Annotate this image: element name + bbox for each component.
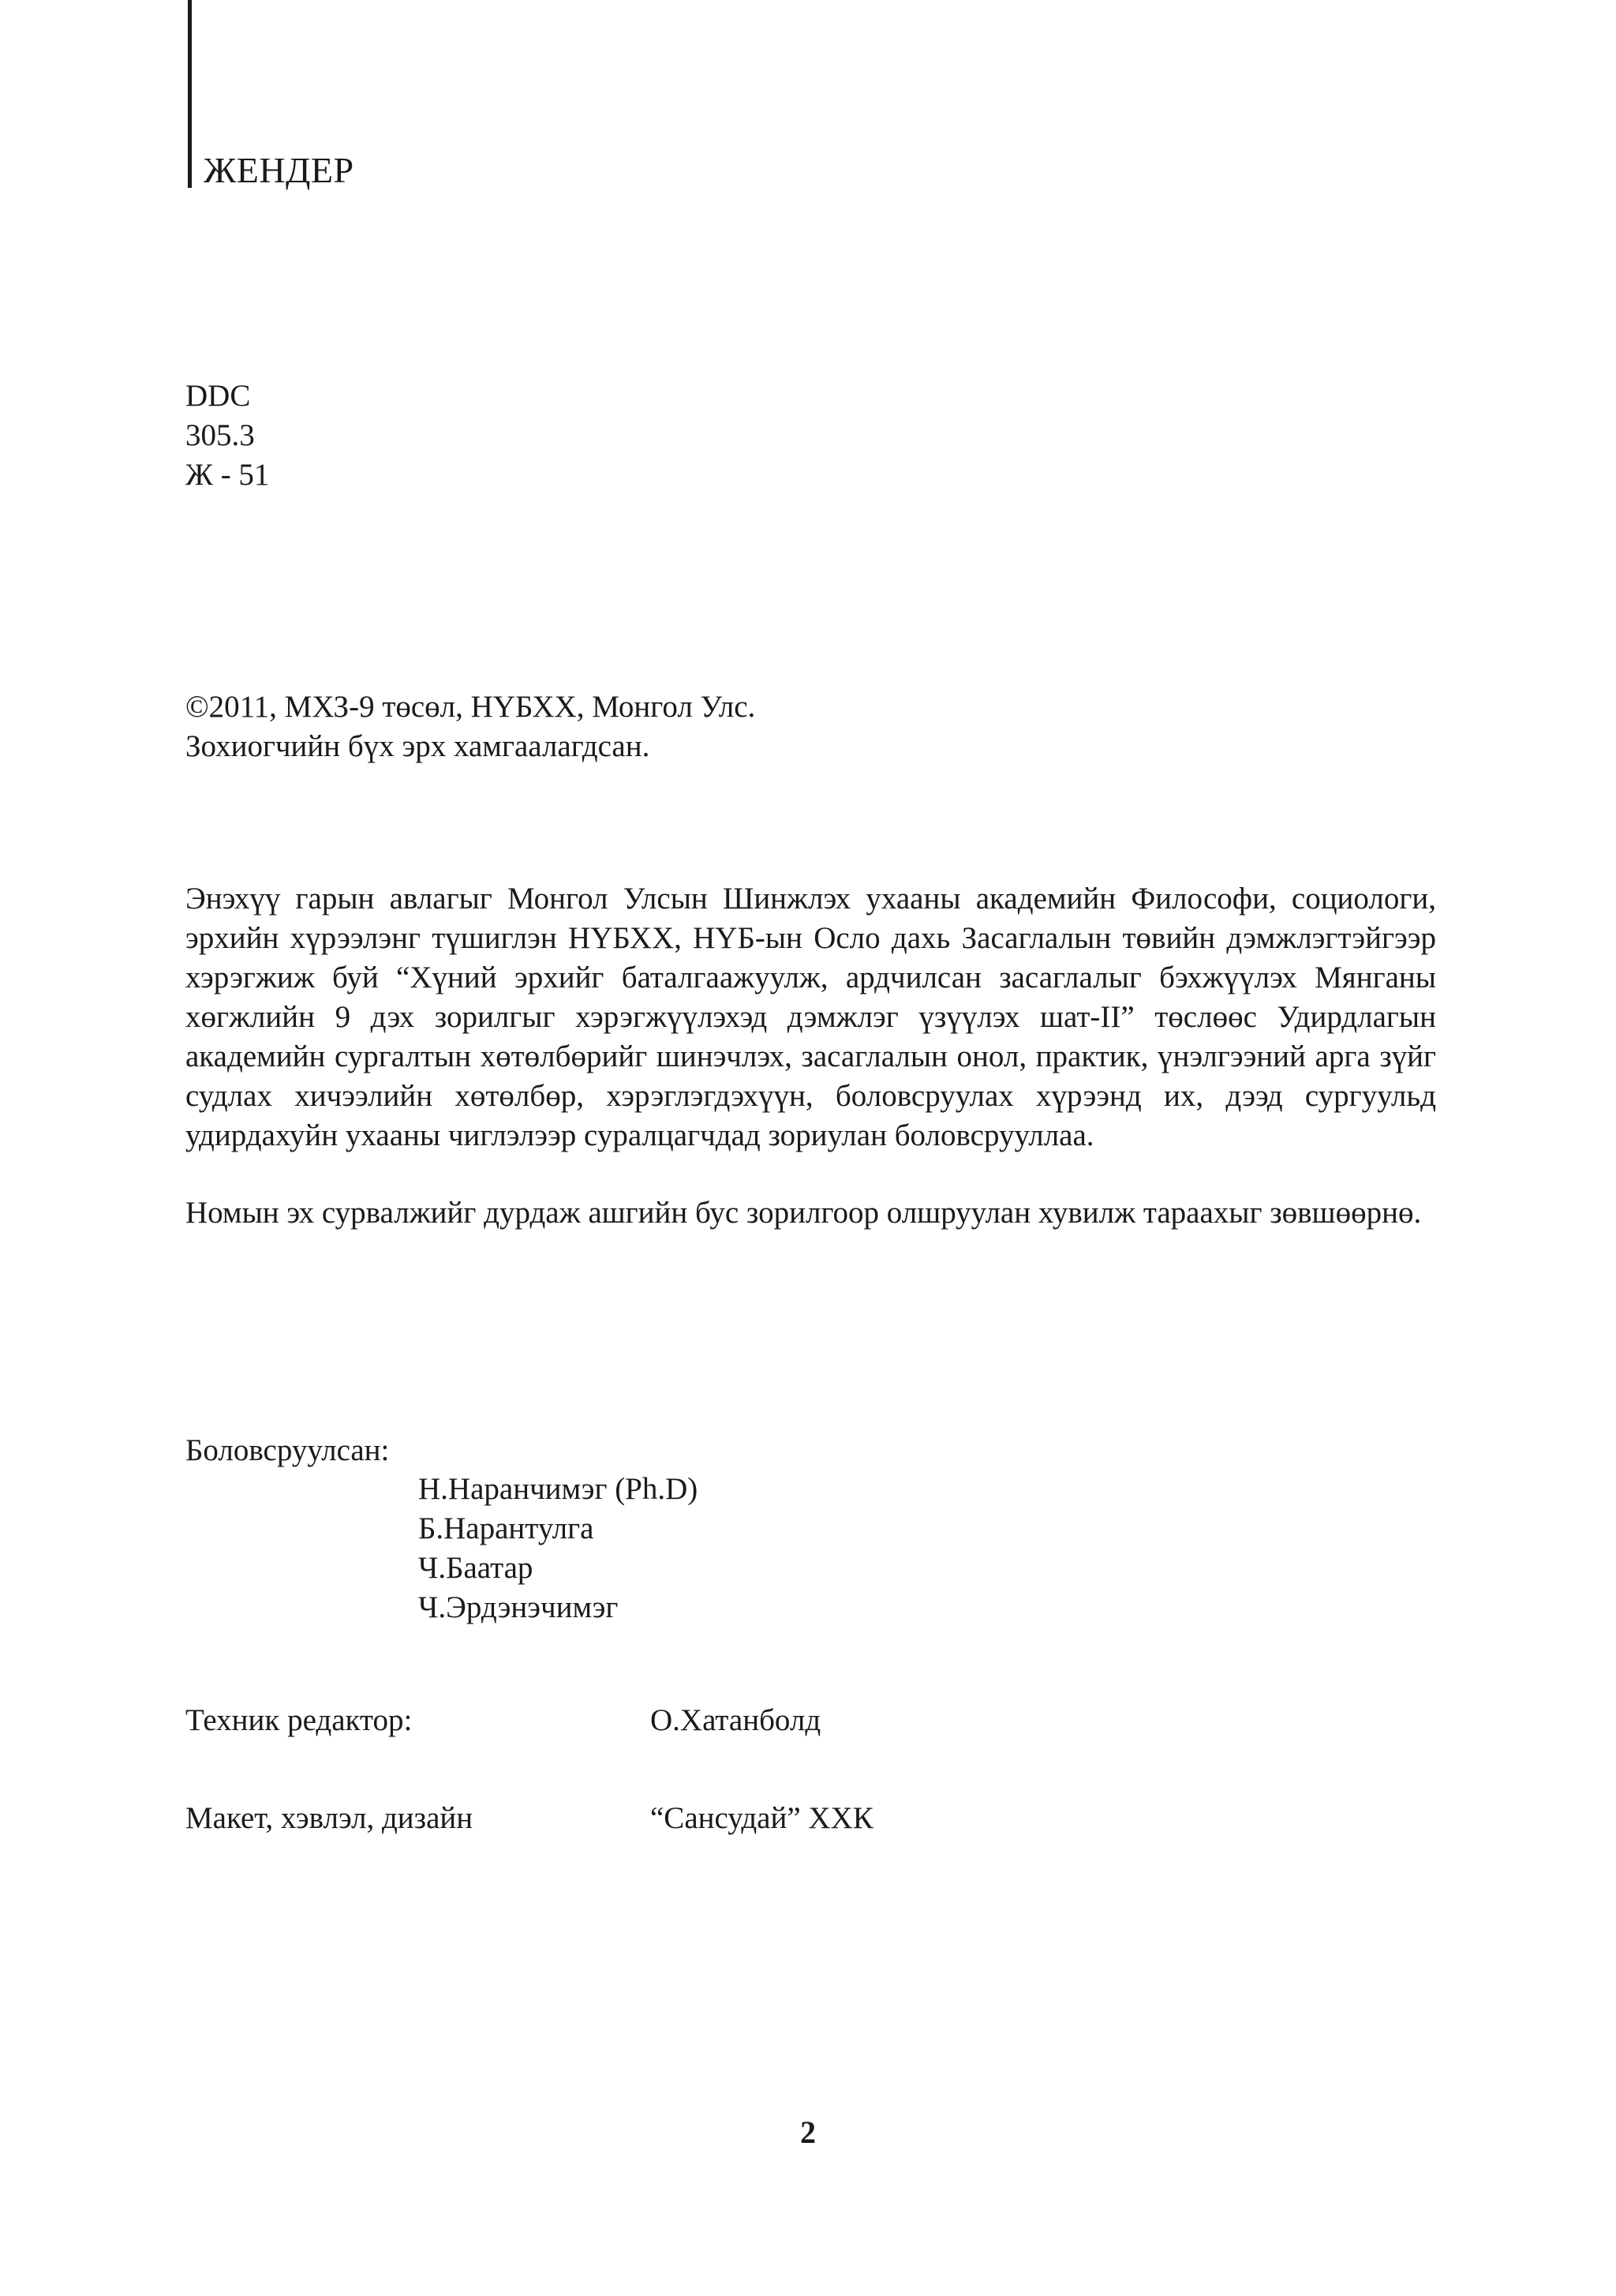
description-paragraph: Энэхүү гарын авлагыг Монгол Улсын Шинжлэх ухааны академийн Философи, социологи, эрхийн хүрээлэнг түшиглэн НҮБХХ, НҮБ-ын Осло дахь Засаглалын төвийн дэмжлэгтэйгээр хэрэгжиж буй “Хүний эрхийг баталгаажуулж, ардчилсан засаглалыг бэхжүүлэх Мянганы хөгжлийн 9 дэх зорилгыг хэрэгжүүлэхэд дэмжлэг үзүүлэх шат-II” төслөөс Удирдлагын академийн сургалтын хөтөлбөрийг шинэчлэх, засаглалын онол, практик, үнэлгээний арга зүйг судлах хичээлийн хөтөлбөр, хэрэглэгдэхүүн, боловсруулах хүрээнд их, дээд сургуульд удирдахуйн ухааны чиглэлээр суралцагчдад зориулан боловсрууллаа. xyxy=(185,882,1436,1152)
copyright-block xyxy=(185,688,755,767)
classification-number: 305.3 xyxy=(185,418,255,452)
authors-label: Боловсруулсан: xyxy=(185,1433,390,1467)
vertical-rule xyxy=(188,0,192,188)
classification-cutter: Ж - 51 xyxy=(185,458,270,492)
author-name: Н.Наранчимэг (Ph.D) xyxy=(418,1472,698,1506)
layout-design-company: “Сансудай” ХХК xyxy=(650,1801,873,1835)
author-name: Ч.Баатар xyxy=(418,1551,533,1585)
rights-reserved-line: Зохиогчийн бүх эрх хамгаалагдсан. xyxy=(185,729,650,763)
classification-block xyxy=(185,377,269,496)
author-name: Ч.Эрдэнэчимэг xyxy=(418,1590,619,1624)
technical-editor-name: О.Хатанболд xyxy=(650,1703,821,1737)
copyright-line: ©2011, МХЗ-9 төсөл, НҮБХХ, Монгол Улс. xyxy=(185,690,756,724)
reproduction-notice-paragraph: Номын эх сурвалжийг дурдаж ашгийн бус зорилгоор олшруулан хувилж тараахыг зөвшөөрнө. xyxy=(185,1196,1422,1230)
authors-list xyxy=(418,1470,698,1627)
layout-design-label: Макет, хэвлэл, дизайн xyxy=(185,1801,473,1835)
author-name: Б.Нарантулга xyxy=(418,1511,594,1545)
classification-scheme: DDC xyxy=(185,379,251,413)
running-header-title: ЖЕНДЕР xyxy=(204,150,354,190)
technical-editor-label: Техник редактор: xyxy=(185,1703,413,1737)
page-number: 2 xyxy=(800,2114,816,2150)
